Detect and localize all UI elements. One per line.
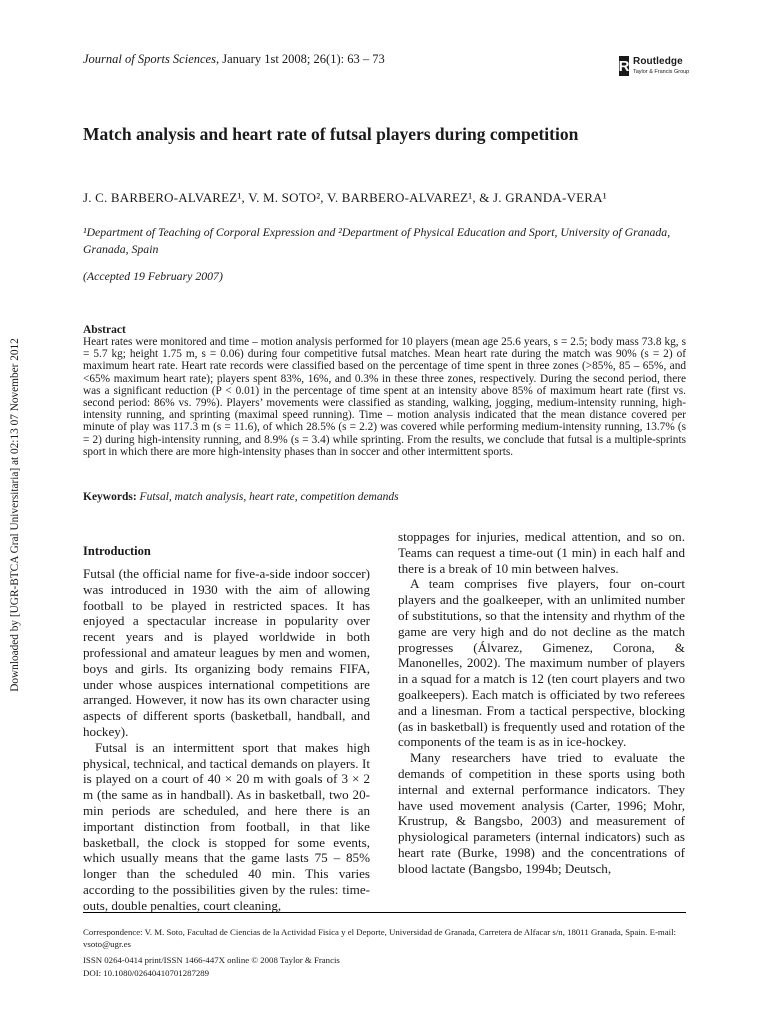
affiliation: ¹Department of Teaching of Corporal Expression and ²Department of Physical Education and Sport, University of Granada, Granada, Spain bbox=[83, 225, 671, 256]
right-column bbox=[398, 529, 685, 877]
keywords-label: Keywords: bbox=[83, 491, 137, 503]
journal-issue: , January 1st 2008; 26(1): 63 – 73 bbox=[215, 52, 385, 66]
paragraph: Futsal is an intermittent sport that makes high physical, technical, and tactical demands on players. It is played on a court of 40 × 20 m with goals of 3 × 2 m (the same as in handball). As in basketball, two 20-min periods are scheduled, and here there is an important distinction from football, in that like basketball, the clock is stopped for some events, which usually means that the game lasts 75 – 85% longer than the scheduled 40 min. This varies according to the possibilities given by the rules: time-outs, double penalties, court cleaning, bbox=[83, 739, 370, 913]
paragraph: stoppages for injuries, medical attention, and so on. Teams can request a time-out (1 min) in each half and there is a break of 10 min between halves. bbox=[398, 529, 685, 576]
paragraph: A team comprises five players, four on-court players and the goalkeeper, with an unlimited number of substitutions, so that the intensity and rhythm of the game are very high and do not decline as the match progresses (Álvarez, Gimenez, Corona, & Manonelles, 2002). The maximum number of players in a squad for a match is 12 (ten court players and two goalkeepers). Each match is officiated by two referees and a linesman. From a tactical perspective, blocking (as in basketball) is frequently used and rotation of the components of the team is as in ice-hockey. bbox=[398, 576, 685, 750]
journal-name: Journal of Sports Sciences bbox=[83, 52, 216, 66]
doi: DOI: 10.1080/02640410701287289 bbox=[83, 967, 210, 978]
paragraph: Futsal (the official name for five-a-side indoor soccer) was introduced in 1930 with the aim of allowing football to be played in restricted spaces. It has enjoyed a spectacular increase in popularity over recent years and is played worldwide in both professional and amateur leagues by men and women, boys and girls. Its organizing body remains FIFA, under whose auspices international competitions are arranged. However, it now has its own character using aspects of different sports (basketball, handball, and hockey). bbox=[83, 566, 370, 739]
issn: ISSN 0264-0414 print/ISSN 1466-447X online © 2008 Taylor & Francis bbox=[83, 955, 340, 966]
download-stamp-text: Downloaded by [UGR-BTCA Gral Universitaria] at 02:13 07 November 2012 bbox=[9, 338, 21, 692]
footer-divider bbox=[83, 912, 686, 913]
paragraph: Many researchers have tried to evaluate the demands of competition in these sports using both internal and external performance indicators. They have used movement analysis (Carter, 1996; Mohr, Krustrup, & Bangsbo, 2003) and measurement of physiological parameters (internal indicators) such as heart rate (Burke, 1998) and the concentrations of blood lactate (Bangsbo, 1994b; Deutsch, bbox=[398, 750, 685, 876]
journal-citation bbox=[83, 52, 385, 67]
abstract-heading: Abstract bbox=[83, 324, 126, 336]
publisher-name: Routledge bbox=[633, 56, 683, 67]
svg-text:R: R bbox=[619, 58, 629, 75]
introduction-heading: Introduction bbox=[83, 544, 151, 558]
publisher-group: Taylor & Francis Group bbox=[633, 69, 690, 75]
footer bbox=[83, 926, 688, 979]
authors: J. C. BARBERO-ALVAREZ¹, V. M. SOTO², V. BARBERO-ALVAREZ¹, & J. GRANDA-VERA¹ bbox=[83, 190, 607, 205]
routledge-logo-icon bbox=[619, 56, 629, 76]
correspondence: Correspondence: V. M. Soto, Facultad de Ciencias de la Actividad Fisica y el Deporte, Universidad de Granada, Carretera de Alfacar s/n, 18011 Granada, Spain. E-mail: vsoto@ugr.es bbox=[83, 927, 676, 950]
publisher-logo bbox=[619, 56, 694, 78]
keywords bbox=[83, 491, 399, 503]
abstract-text: Heart rates were monitored and time – motion analysis performed for 10 players (mean age 25.6 years, s = 2.5; body mass 73.8 kg, s = 5.7 kg; height 1.75 m, s = 0.06) during four competitive futsal matches. Mean heart rate during the match was 90% (s = 2) of maximum heart rate. Heart rate records were classified based on the percentage of time spent in three zones (>85%, 85 – 65%, and <65% maximum heart rate); players spent 83%, 16%, and 0.3% in these three zones, respectively. During the second period, there was a significant reduction (P < 0.01) in the percentage of time spent at an intensity above 85% of maximum heart rate (first vs. second period: 86% vs. 79%). Players’ movements were classified as standing, walking, jogging, medium-intensity running, high-intensity running, and sprinting (maximal speed running). Time – motion analysis indicated that the mean distance covered per minute of play was 117.3 m (s = 11.6), of which 28.5% (s = 2.2) was covered while performing medium-intensity running, 13.7% (s = 2) during high-intensity running, and 8.9% (s = 3.4) while sprinting. From the results, we conclude that futsal is a multiple-sprints sport in which there are more high-intensity phases than in soccer and other intermittent sports. bbox=[83, 336, 686, 458]
download-watermark bbox=[8, 315, 22, 715]
keywords-list: Futsal, match analysis, heart rate, competition demands bbox=[139, 491, 399, 503]
paper-title: Match analysis and heart rate of futsal players during competition bbox=[83, 124, 579, 144]
left-column bbox=[83, 566, 370, 914]
accepted-date: (Accepted 19 February 2007) bbox=[83, 269, 223, 283]
